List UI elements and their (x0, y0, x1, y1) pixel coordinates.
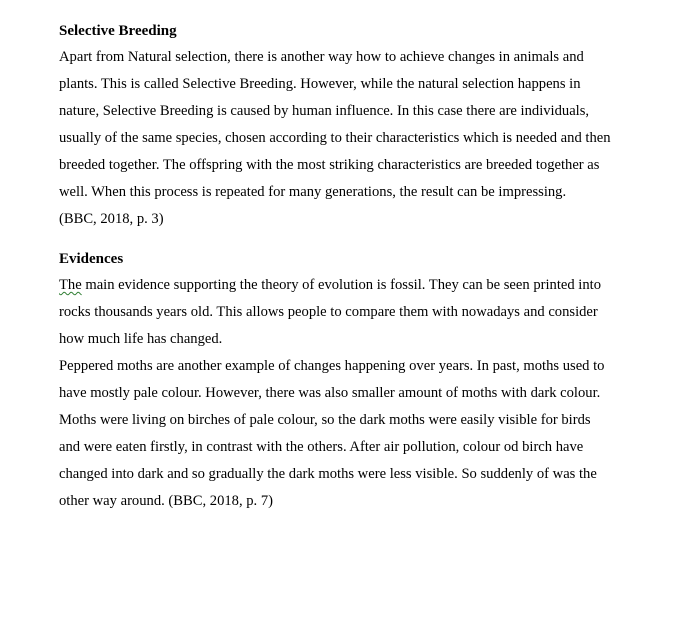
section-heading-evidences: Evidences (59, 251, 124, 267)
citation-line: other way around. (BBC, 2018, p. 7) (59, 493, 274, 509)
section-spacer (59, 233, 659, 246)
document-page (59, 18, 659, 515)
section-heading-selective-breeding: Selective Breeding (59, 23, 177, 39)
paragraph-line: and were eaten firstly, in contrast with the others. After air pollution, colour od birch have (59, 439, 584, 455)
paragraph-line: well. When this process is repeated for many generations, the result can be impressing. (59, 184, 567, 200)
paragraph-line: have mostly pale colour. However, there was also smaller amount of moths with dark colour. (59, 385, 601, 401)
paragraph-line: Apart from Natural selection, there is another way how to achieve changes in animals and (59, 49, 584, 65)
paragraph-line: Peppered moths are another example of changes happening over years. In past, moths used to (59, 358, 605, 374)
citation-line: (BBC, 2018, p. 3) (59, 211, 164, 227)
paragraph-line: nature, Selective Breeding is caused by human influence. In this case there are individuals, (59, 103, 590, 119)
paragraph-line: breeded together. The offspring with the most striking characteristics are breeded together as (59, 157, 600, 173)
spellcheck-flagged-word: The (59, 277, 82, 293)
paragraph-line (59, 272, 659, 299)
paragraph-line-text: main evidence supporting the theory of evolution is fossil. They can be seen printed into (81, 277, 602, 293)
paragraph-line: usually of the same species, chosen according to their characteristics which is needed and then (59, 130, 611, 146)
paragraph-line: rocks thousands years old. This allows people to compare them with nowadays and consider (59, 304, 598, 320)
paragraph-line: changed into dark and so gradually the dark moths were less visible. So suddenly of was the (59, 466, 597, 482)
paragraph-line: plants. This is called Selective Breeding. However, while the natural selection happens in (59, 76, 581, 92)
paragraph-line: Moths were living on birches of pale colour, so the dark moths were easily visible for birds (59, 412, 591, 428)
paragraph-line: how much life has changed. (59, 331, 223, 347)
